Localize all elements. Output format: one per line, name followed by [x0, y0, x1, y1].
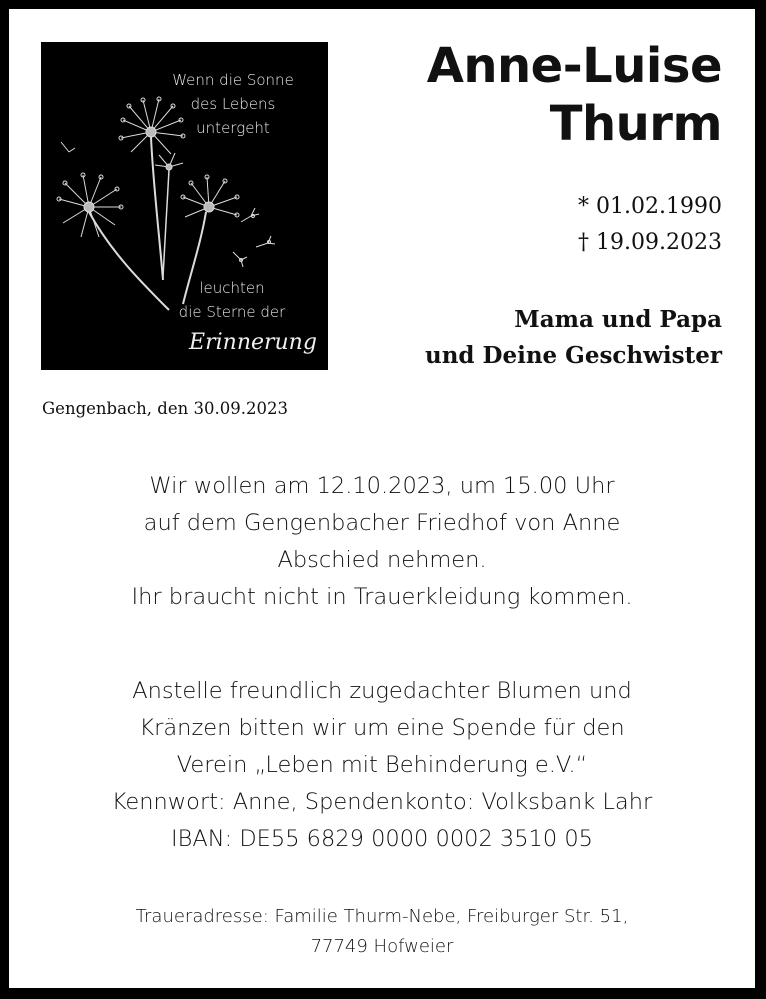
life-dates	[422, 189, 722, 261]
death-date: † 19.09.2023	[578, 230, 722, 255]
text-line: Ihr braucht nicht in Trauerkleidung kommen.	[131, 584, 633, 610]
deceased-name	[362, 37, 722, 153]
image-script-word: Erinnerung	[189, 330, 317, 355]
name-last: Thurm	[549, 96, 722, 152]
address-line: Traueradresse: Familie Thurm-Nebe, Freiburger Str. 51,	[135, 906, 629, 927]
iban-line: IBAN: DE55 6829 0000 0002 3510 05	[171, 826, 593, 852]
verse-line: des Lebens	[190, 95, 276, 113]
mourner-line: und Deine Geschwister	[424, 342, 722, 369]
name-first: Anne-Luise	[426, 38, 722, 94]
image-bottom-verse	[152, 276, 312, 324]
ceremony-text	[29, 468, 735, 616]
address-line: 77749 Hofweier	[310, 936, 454, 957]
text-line: auf dem Gengenbacher Friedhof von Anne	[143, 510, 621, 536]
text-line: Verein „Leben mit Behinderung e.V.“	[176, 752, 588, 778]
text-line: Wir wollen am 12.10.2023, um 15.00 Uhr	[149, 473, 615, 499]
mourning-address	[29, 902, 735, 962]
verse-line: die Sterne der	[178, 303, 286, 321]
birth-date: * 01.02.1990	[578, 194, 722, 219]
place-date: Gengenbach, den 30.09.2023	[42, 399, 288, 418]
text-line: Kennwort: Anne, Spendenkonto: Volksbank Lahr	[111, 789, 653, 815]
text-line: Abschied nehmen.	[277, 547, 487, 573]
obituary-notice	[9, 9, 755, 988]
verse-line: untergeht	[196, 119, 270, 137]
verse-line: Wenn die Sonne	[172, 71, 294, 89]
memorial-image	[41, 42, 328, 370]
mourners	[342, 302, 722, 374]
text-line: Kränzen bitten wir um eine Spende für den	[139, 715, 625, 741]
image-top-verse	[148, 68, 318, 140]
mourner-line: Mama und Papa	[514, 306, 722, 333]
donation-text	[29, 673, 735, 858]
verse-line: leuchten	[199, 279, 265, 297]
text-line: Anstelle freundlich zugedachter Blumen und	[132, 678, 632, 704]
